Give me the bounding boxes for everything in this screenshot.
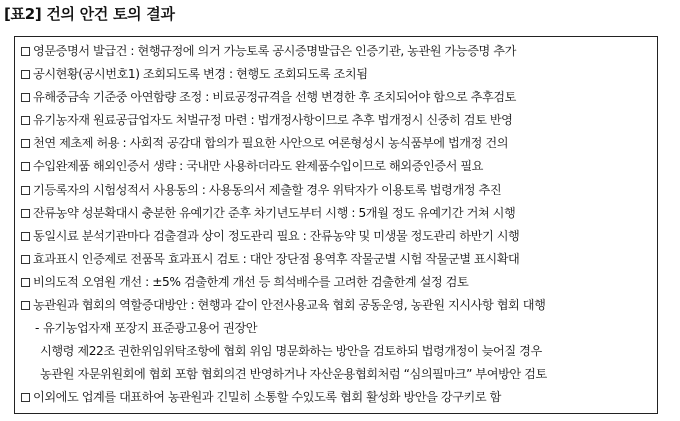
- result-line: [21, 63, 657, 86]
- checkbox-bullet-icon: [21, 301, 30, 310]
- checkbox-bullet-icon: [21, 255, 30, 264]
- result-continuation-line: [21, 340, 657, 363]
- result-line: [21, 179, 657, 202]
- checkbox-bullet-icon: [21, 209, 30, 218]
- result-line: [21, 271, 657, 294]
- result-text: 수입완제품 해외인증서 생략 : 국내만 사용하더라도 완제품수입이므로 해외증인증서 필요: [33, 159, 484, 174]
- result-text: 유기농업자재 포장지 표준광고용어 권장안: [43, 321, 258, 336]
- result-text: 기등록자의 시험성적서 사용동의 : 사용동의서 제출할 경우 위탁자가 이용토록 법령개정 추진: [33, 182, 502, 197]
- discussion-results-box: [14, 36, 658, 414]
- checkbox-bullet-icon: [21, 232, 30, 241]
- result-text: 농관원과 협회의 역할증대방안 : 현행과 같이 안전사용교육 협회 공동운영, 농관원 지시사항 협회 대행: [33, 298, 546, 313]
- result-text: 효과표시 인증제로 전품목 효과표시 검토 : 대안 장단점 용역후 작물군별 시험 작물군별 표시확대: [33, 251, 520, 266]
- result-line: [21, 225, 657, 248]
- checkbox-bullet-icon: [21, 186, 30, 195]
- result-text: 시행령 제22조 권한위임위탁조항에 협회 위임 명문화하는 방안을 검토하되 법령개정이 늦어질 경우: [40, 344, 542, 359]
- result-line: [21, 109, 657, 132]
- result-continuation-line: [21, 363, 657, 386]
- result-text: 유기농자재 원료공급업자도 처벌규정 마련 : 법개정사항이므로 추후 법개정시 신중히 검토 반영: [33, 113, 513, 128]
- result-line: [21, 202, 657, 225]
- checkbox-bullet-icon: [21, 139, 30, 148]
- checkbox-bullet-icon: [21, 162, 30, 171]
- dash-bullet-icon: -: [35, 321, 39, 336]
- result-line: [21, 132, 657, 155]
- result-line: [21, 294, 657, 317]
- result-text: 영문증명서 발급건 : 현행규정에 의거 가능토록 공시증명발급은 인증기관, 농관원 가능증명 추가: [33, 44, 516, 58]
- checkbox-bullet-icon: [21, 393, 30, 402]
- checkbox-bullet-icon: [21, 47, 30, 56]
- result-line: [21, 155, 657, 178]
- table-title: [표2] 건의 안건 토의 결과: [4, 5, 175, 23]
- result-text: 공시현황(공시번호1) 조회되도록 변경 : 현행도 조회되도록 조치됨: [33, 67, 368, 82]
- result-text: 이외에도 업계를 대표하여 농관원과 긴밀히 소통할 수있도록 협회 활성화 방안을 강구키로 함: [33, 390, 501, 405]
- checkbox-bullet-icon: [21, 116, 30, 125]
- result-line: [21, 86, 657, 109]
- result-line: [21, 40, 657, 63]
- checkbox-bullet-icon: [21, 278, 30, 287]
- result-text: 동일시료 분석기관마다 검출결과 상이 정도관리 필요 : 잔류농약 및 미생물 정도관리 하반기 시행: [33, 228, 520, 243]
- checkbox-bullet-icon: [21, 70, 30, 79]
- checkbox-bullet-icon: [21, 93, 30, 102]
- result-text: 유해중금속 기준중 아연함량 조정 : 비료공정규격을 선행 변경한 후 조치되어야 함으로 추후검토: [33, 90, 516, 105]
- result-text: 비의도적 오염원 개선 : ±5% 검출한계 개선 등 희석배수를 고려한 검출한계 설정 검토: [33, 274, 469, 289]
- result-text: 잔류농약 성분확대시 충분한 유예기간 준후 차기년도부터 시행 : 5개월 정도 유예기간 거쳐 시행: [33, 205, 516, 220]
- result-text: 농관원 자문위원회에 협회 포함 협회의견 반영하거나 자산운용협회처럼 “심의필마크” 부여방안 검토: [40, 367, 547, 382]
- result-line: [21, 386, 657, 409]
- result-subline: [21, 317, 657, 340]
- result-line: [21, 248, 657, 271]
- result-text: 천연 제초제 허용 : 사회적 공감대 합의가 필요한 사안으로 여론형성시 농식품부에 법개정 건의: [33, 136, 509, 151]
